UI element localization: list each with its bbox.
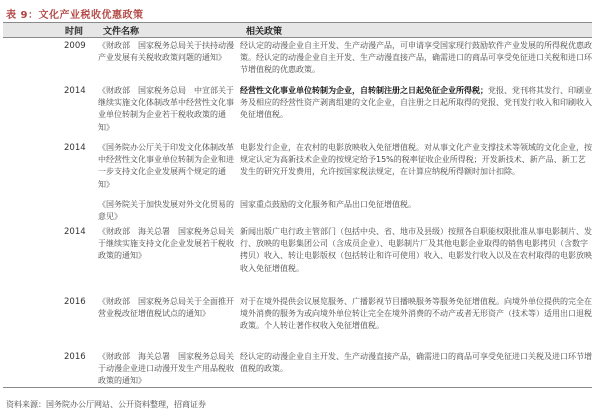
row-file-name: 《财政部 国家税务总局 中宣部关于继续实施文化体制改革中经营性文化事业单位转制为企业若干税收政策的通知》 xyxy=(98,86,234,132)
row-file-name: 《国务院关于加快发展对外文化贸易的意见》 xyxy=(98,200,234,222)
policy-text: 对于在境外提供会议展览服务、广播影视节目播映服务等服务免征增值税。向境外单位提供的完全在境外消费的服务为或向境外单位转让完全在境外消费的不动产或者无形资产（技术等）适用出口退税政策。个人转让著作权收入免征增值税。 xyxy=(240,297,592,331)
policy-text: 新闻出版广电行政主管部门（包括中央、省、地市及县级）按照各自职能权限批准从事电影制片、发行、放映的电影集团公司（含成员企业）、电影制片厂及其他电影企业取得的销售电影拷贝（含数字拷贝）收入、转让电影版权（包括转让和许可使用）收入、电影发行收入以及在农村取得的电影放映收入免征增值税。 xyxy=(240,227,592,273)
header-file-name: 文件名称 xyxy=(103,27,140,37)
table-title: 表 9：文化产业税收优惠政策 xyxy=(6,10,144,21)
row-file-name: 《财政部 海关总署 国家税务总局关于继续实施支持文化企业发展若干税收政策的通知》 xyxy=(98,227,234,261)
row-file-name: 《国务院办公厅关于印发文化体制改革中经营性文化事业单位转制为企业和进一步支持文化企业发展两个规定的通知》 xyxy=(98,143,234,189)
table-bottom-rule xyxy=(3,387,592,388)
table-header xyxy=(3,22,592,38)
row-policy xyxy=(240,85,592,122)
row-file-name: 《财政部 海关总署 国家税务总局关于动漫企业进口动漫开发生产用品税收政策的通知》 xyxy=(98,352,234,386)
row-file-name: 《财政部 国家税务总局关于全面推开营业税改征增值税试点的通知》 xyxy=(98,297,234,319)
row-year: 2014 xyxy=(64,86,86,96)
policy-text: 党报、党刊将其发行、印刷业务及相应的经营性资产剥离组建的文化企业，自注册之日起所取得的党报、党刊发行收入和印刷收入免征增值税。 xyxy=(240,86,592,120)
row-policy xyxy=(240,351,592,375)
row-policy xyxy=(240,199,592,211)
row-year: 2016 xyxy=(64,352,86,362)
row-policy xyxy=(240,142,592,179)
row-policy xyxy=(240,40,592,77)
row-year: 2014 xyxy=(64,143,86,153)
row-year: 2016 xyxy=(64,297,86,307)
header-year: 时间 xyxy=(65,27,84,37)
row-policy xyxy=(240,226,592,275)
row-year: 2014 xyxy=(64,227,86,237)
policy-highlight: 经营性文化事业单位转制为企业，自转制注册之日起免征企业所得税； xyxy=(240,86,488,95)
source-note: 资料来源：国务院办公厅网站、公开资料整理，招商证券 xyxy=(6,400,206,409)
row-year: 2009 xyxy=(64,41,86,51)
row-file-name: 《财政部 国家税务总局关于扶持动漫产业发展有关税收政策问题的通知》 xyxy=(98,41,234,63)
header-related-policy: 相关政策 xyxy=(246,27,283,37)
policy-text: 经认定的动漫企业自主开发、生产动漫产品，可申请享受国家现行鼓励软件产业发展的所得税优惠政策。经认定的动漫企业自主开发、生产动漫直接产品，确需进口的商品可享受免征进口关税和进口环节增值税的优惠政策。 xyxy=(240,41,592,75)
policy-text: 经认定的动漫企业自主开发、生产动漫直接产品，确需进口的商品可享受免征进口关税及进口环节增值税的政策。 xyxy=(240,352,592,374)
policy-text: 国家重点鼓励的文化服务和产品出口免征增值税。 xyxy=(240,200,416,209)
policy-text: 电影发行企业，在农村的电影放映收入免征增值税。对从事文化产业支撑技术等领域的文化企业，按规定认定为高新技术企业的按规定给予15%的税率征收企业所得税；开发新技术、新产品、新工艺发生的研究开发费用，允许按国家税法规定，在计算应纳税所得额时加计扣除。 xyxy=(240,143,592,177)
row-policy xyxy=(240,296,592,333)
